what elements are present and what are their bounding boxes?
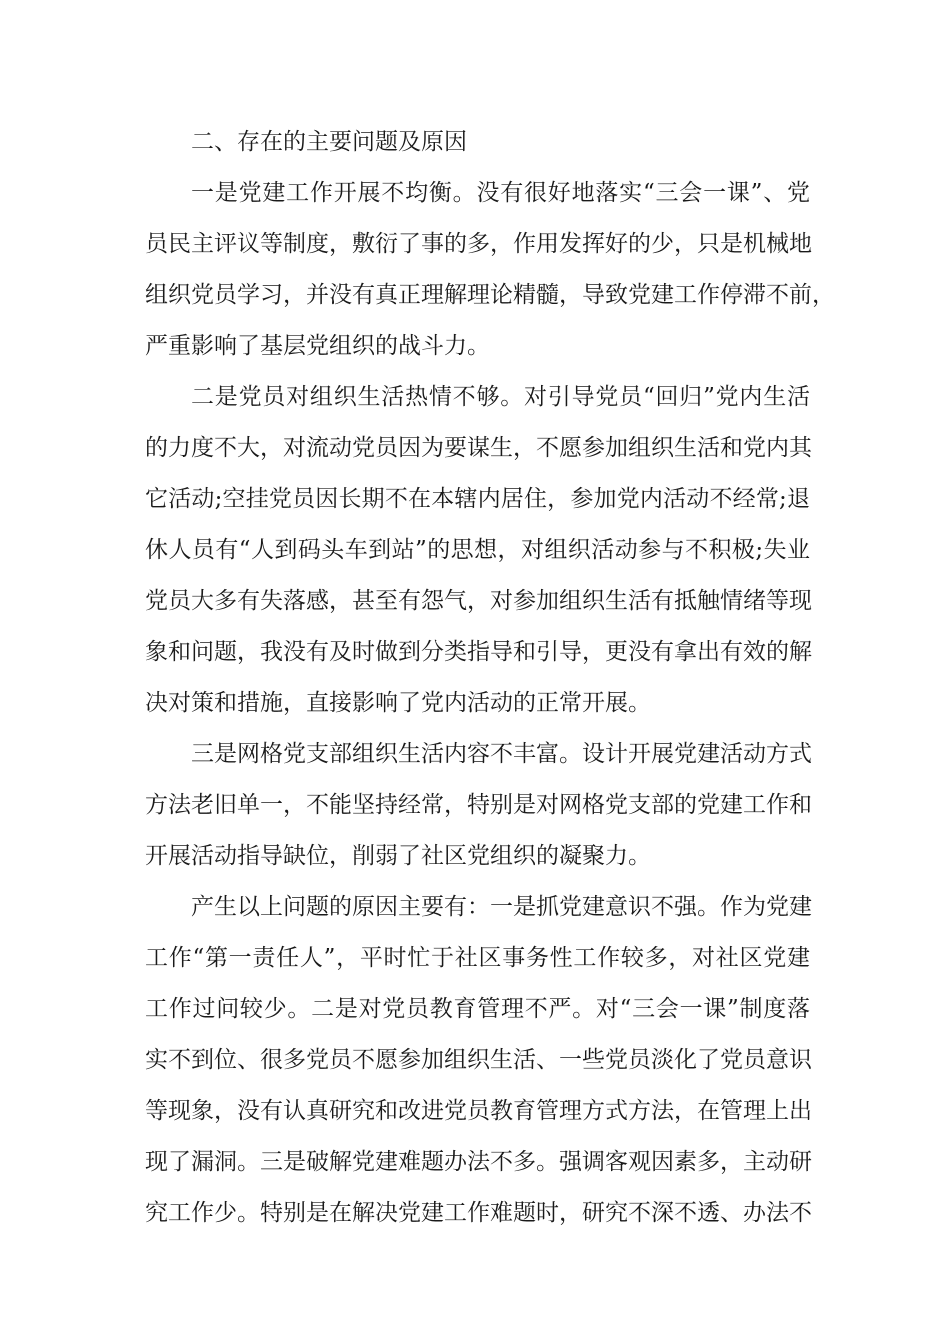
text-line: 方法老旧单一，不能坚持经常，特别是对网格党支部的党建工作和 [145,792,812,818]
text-line: 二是党员对组织生活热情不够。对引导党员“回归”党内生活 [191,384,810,410]
text-line: 休人员有“人到码头车到站”的思想，对组织活动参与不积极;失业 [145,537,810,563]
text-line: 员民主评议等制度，敷衍了事的多，作用发挥好的少，只是机械地 [145,231,812,257]
paragraph-member-enthusiasm [145,372,810,729]
document-body [145,117,835,1239]
text-line: 象和问题，我没有及时做到分类指导和引导，更没有拿出有效的解 [145,639,812,665]
text-line: 三是网格党支部组织生活内容不丰富。设计开展党建活动方式 [191,741,812,767]
text-line: 工作过问较少。二是对党员教育管理不严。对“三会一课”制度落 [145,996,810,1022]
paragraph-root-causes [145,882,810,1239]
text-line: 党员大多有失落感，甚至有怨气，对参加组织生活有抵触情绪等现 [145,588,812,614]
text-line: 决对策和措施，直接影响了党内活动的正常开展。 [145,690,651,716]
text-line: 现了漏洞。三是破解党建难题办法不多。强调客观因素多，主动研 [145,1149,812,1175]
text-line: 开展活动指导缺位，削弱了社区党组织的凝聚力。 [145,843,651,869]
text-line: 严重影响了基层党组织的战斗力。 [145,333,490,359]
text-line: 实不到位、很多党员不愿参加组织生活、一些党员淡化了党员意识 [145,1047,812,1073]
text-line: 究工作少。特别是在解决党建工作难题时，研究不深不透、办法不 [145,1200,812,1226]
text-line: 的力度不大，对流动党员因为要谋生，不愿参加组织生活和党内其 [145,435,812,461]
text-line: 它活动;空挂党员因长期不在本辖内居住，参加党内活动不经常;退 [145,486,810,512]
text-line: 等现象，没有认真研究和改进党员教育管理方式方法，在管理上出 [145,1098,812,1124]
text-line: 组织党员学习，并没有真正理解理论精髓，导致党建工作停滞不前， [145,282,835,308]
paragraph-grid-branch-activities [145,729,810,882]
text-line: 一是党建工作开展不均衡。没有很好地落实“三会一课”、党 [191,180,810,206]
paragraph-uneven-party-building [145,168,835,372]
text-line: 工作“第一责任人”，平时忙于社区事务性工作较多，对社区党建 [145,945,810,971]
section-heading: 二、存在的主要问题及原因 [191,129,467,155]
text-line: 产生以上问题的原因主要有：一是抓党建意识不强。作为党建 [191,894,812,920]
